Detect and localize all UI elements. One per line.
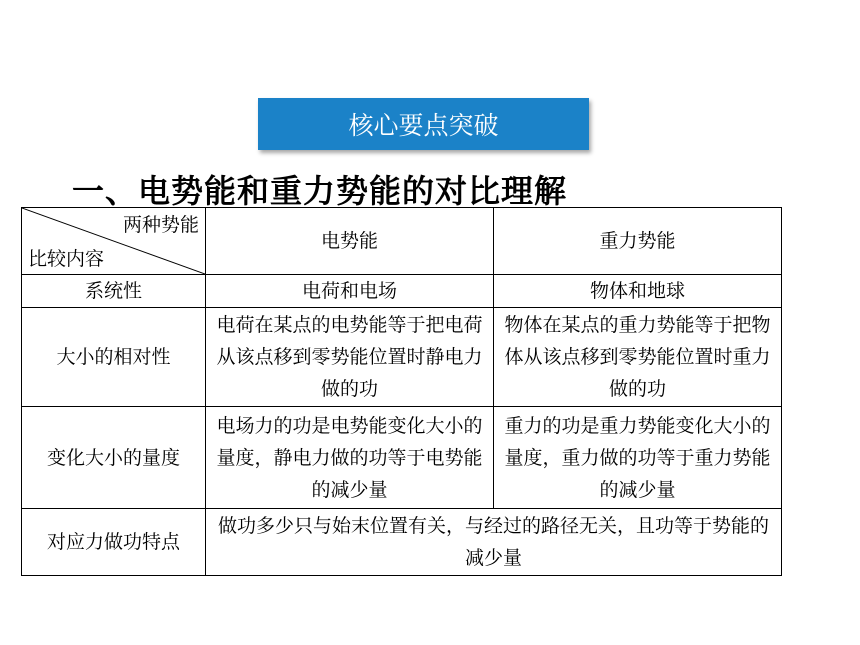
table-row <box>22 275 782 308</box>
table-row <box>22 308 782 407</box>
header-col2: 重力势能 <box>494 208 782 275</box>
table-row <box>22 509 782 576</box>
row-label: 系统性 <box>22 275 206 308</box>
corner-top-label: 两种势能 <box>122 214 199 236</box>
row-cell: 电场力的功是电势能变化大小的量度，静电力做的功等于电势能的减少量 <box>206 407 494 509</box>
section-banner: 核心要点突破 <box>258 98 589 150</box>
row-cell: 物体和地球 <box>494 275 782 308</box>
table-row <box>22 407 782 509</box>
row-cell: 重力的功是重力势能变化大小的量度，重力做的功等于重力势能的减少量 <box>494 407 782 509</box>
table-header-row <box>22 208 782 275</box>
row-cell: 物体在某点的重力势能等于把物体从该点移到零势能位置时重力做的功 <box>494 308 782 407</box>
row-label: 大小的相对性 <box>22 308 206 407</box>
row-label: 变化大小的量度 <box>22 407 206 509</box>
header-col1: 电势能 <box>206 208 494 275</box>
row-label: 对应力做功特点 <box>22 509 206 576</box>
row-cell: 电荷和电场 <box>206 275 494 308</box>
merged-cell: 做功多少只与始末位置有关，与经过的路径无关，且功等于势能的减少量 <box>206 509 782 576</box>
corner-bottom-label: 比较内容 <box>28 248 105 270</box>
page-heading: 一、电势能和重力势能的对比理解 <box>72 172 568 210</box>
comparison-table <box>21 207 782 576</box>
corner-cell <box>22 208 206 275</box>
row-cell: 电荷在某点的电势能等于把电荷从该点移到零势能位置时静电力做的功 <box>206 308 494 407</box>
